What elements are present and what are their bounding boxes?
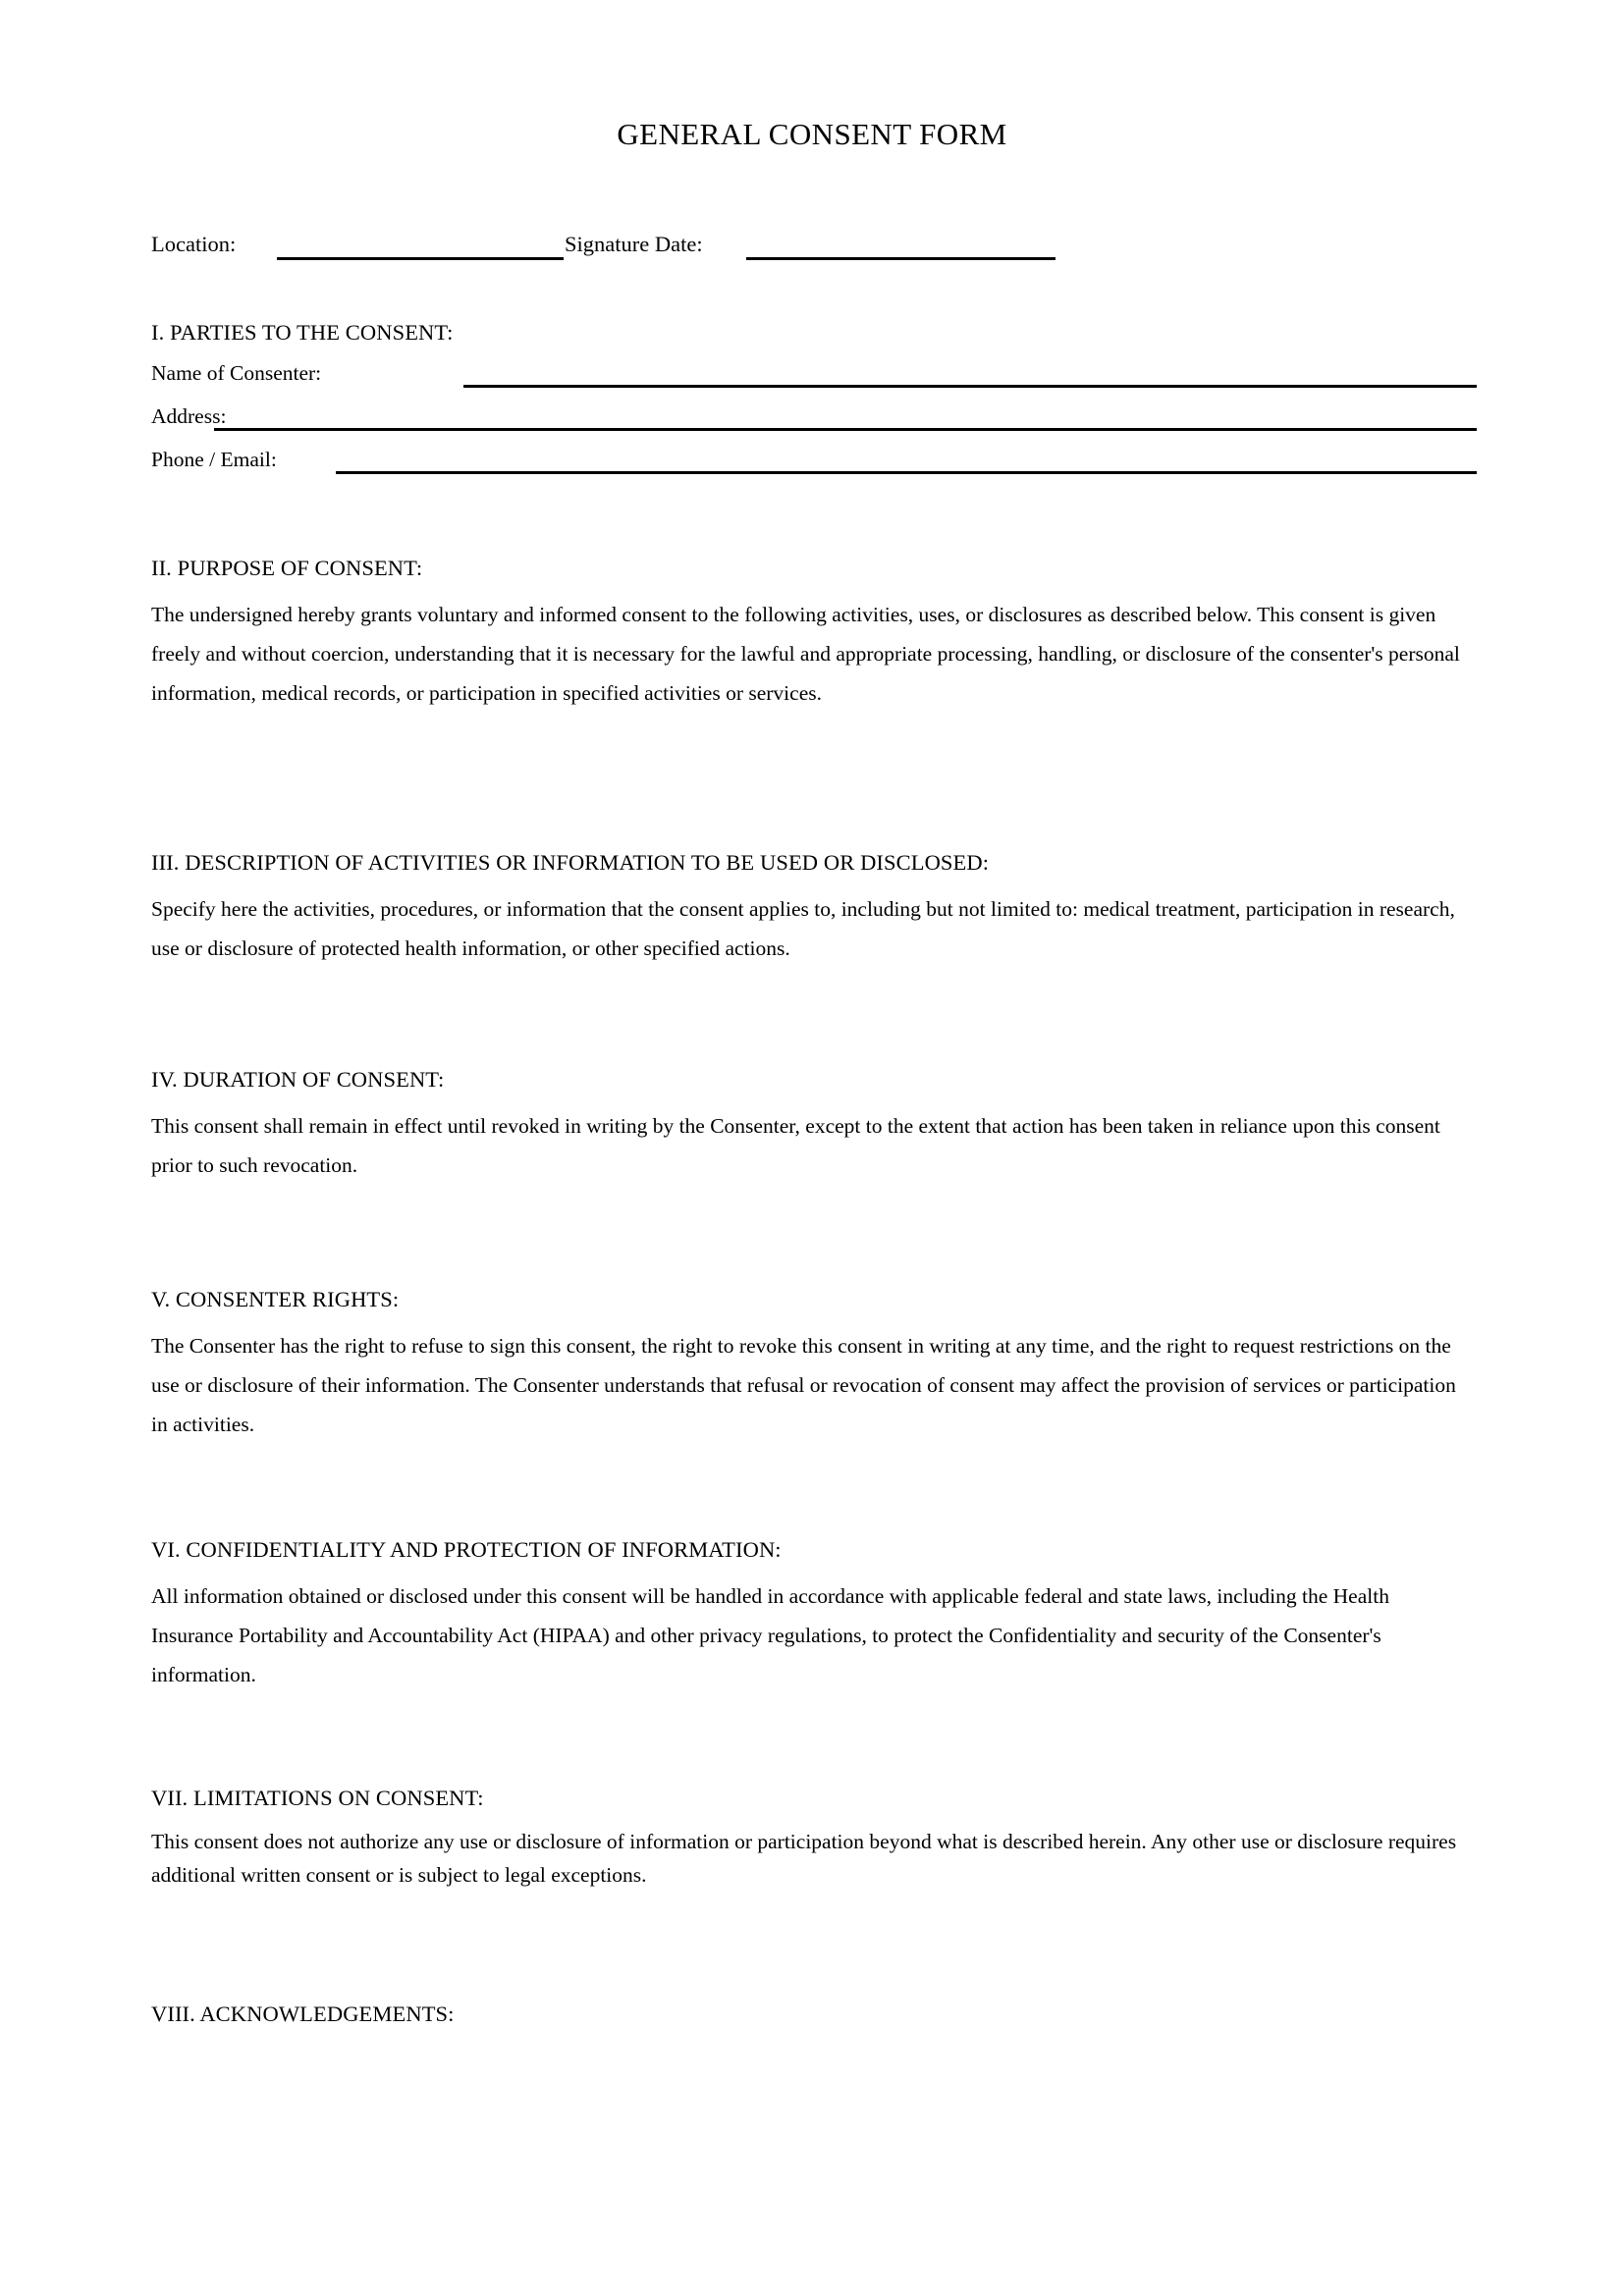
section-acknowledgements: [151, 2001, 1477, 2041]
section-parties: [151, 319, 1477, 489]
section-acknowledgements-heading: VIII. ACKNOWLEDGEMENTS:: [151, 2002, 455, 2026]
section-purpose-heading: II. PURPOSE OF CONSENT:: [151, 556, 423, 580]
form-meta-row: [151, 234, 1477, 273]
location-label: Location:: [151, 232, 237, 256]
page-title: GENERAL CONSENT FORM: [617, 117, 1007, 151]
location-field: [151, 234, 564, 256]
section-confidentiality-body: All information obtained or disclosed under this consent will be handled in accordance with applicable federal and state laws, including the Health Insurance Portability and Accountability Act (HIPAA) and other privacy regulations, to protect the Confidentiality and security of the Consenter's information.: [151, 1584, 1389, 1686]
field-address: [151, 402, 1477, 446]
section-duration-body: This consent shall remain in effect until revoked in writing by the Consenter, except to the extent that action has been taken in reliance upon this consent prior to such revocation.: [151, 1114, 1440, 1177]
section-duration-heading: IV. DURATION OF CONSENT:: [151, 1067, 445, 1092]
address-label: Address:: [151, 404, 227, 428]
signature-date-label: Signature Date:: [565, 232, 703, 256]
section-description-heading: III. DESCRIPTION OF ACTIVITIES OR INFORMATION TO BE USED OR DISCLOSED:: [151, 850, 990, 875]
field-phone-email: [151, 446, 1477, 489]
section-rights: [151, 1286, 1477, 1444]
section-duration: [151, 1066, 1477, 1185]
section-limitations-heading: VII. LIMITATIONS ON CONSENT:: [151, 1786, 484, 1810]
section-confidentiality: [151, 1536, 1477, 1694]
section-limitations: [151, 1785, 1477, 1892]
section-rights-body: The Consenter has the right to refuse to sign this consent, the right to revoke this consent in writing at any time, and the right to request restrictions on the use or disclosure of their information. The Consenter understands that refusal or revocation of consent may affect the provision of services or participation in activities.: [151, 1334, 1456, 1436]
section-description-body: Specify here the activities, procedures, or information that the consent applies to, including but not limited to: medical treatment, participation in research, use or disclosure of protected health information, or other specified actions.: [151, 897, 1455, 960]
name-of-consenter-input-line[interactable]: [463, 385, 1477, 388]
section-purpose: [151, 555, 1477, 713]
section-parties-heading: I. PARTIES TO THE CONSENT:: [151, 320, 454, 345]
location-input-line[interactable]: [277, 257, 564, 260]
section-limitations-body: This consent does not authorize any use or disclosure of information or participation beyond what is described herein. Any other use or disclosure requires additional written consent or is subject to legal exceptions.: [151, 1830, 1457, 1887]
section-confidentiality-heading: VI. CONFIDENTIALITY AND PROTECTION OF INFORMATION:: [151, 1537, 782, 1562]
phone-email-label: Phone / Email:: [151, 448, 277, 471]
phone-email-input-line[interactable]: [336, 471, 1477, 474]
section-purpose-body: The undersigned hereby grants voluntary and informed consent to the following activities, uses, or disclosures as described below. This consent is given freely and without coercion, understanding that it is necessary for the lawful and appropriate processing, handling, or disclosure of the consenter's personal information, medical records, or participation in specified activities or services.: [151, 603, 1460, 705]
field-name-of-consenter: [151, 359, 1477, 402]
section-rights-heading: V. CONSENTER RIGHTS:: [151, 1287, 400, 1311]
name-of-consenter-label: Name of Consenter:: [151, 361, 322, 385]
section-description: [151, 849, 1477, 968]
signature-date-field: [565, 234, 1056, 256]
address-input-line[interactable]: [214, 428, 1477, 431]
signature-date-input-line[interactable]: [746, 257, 1056, 260]
